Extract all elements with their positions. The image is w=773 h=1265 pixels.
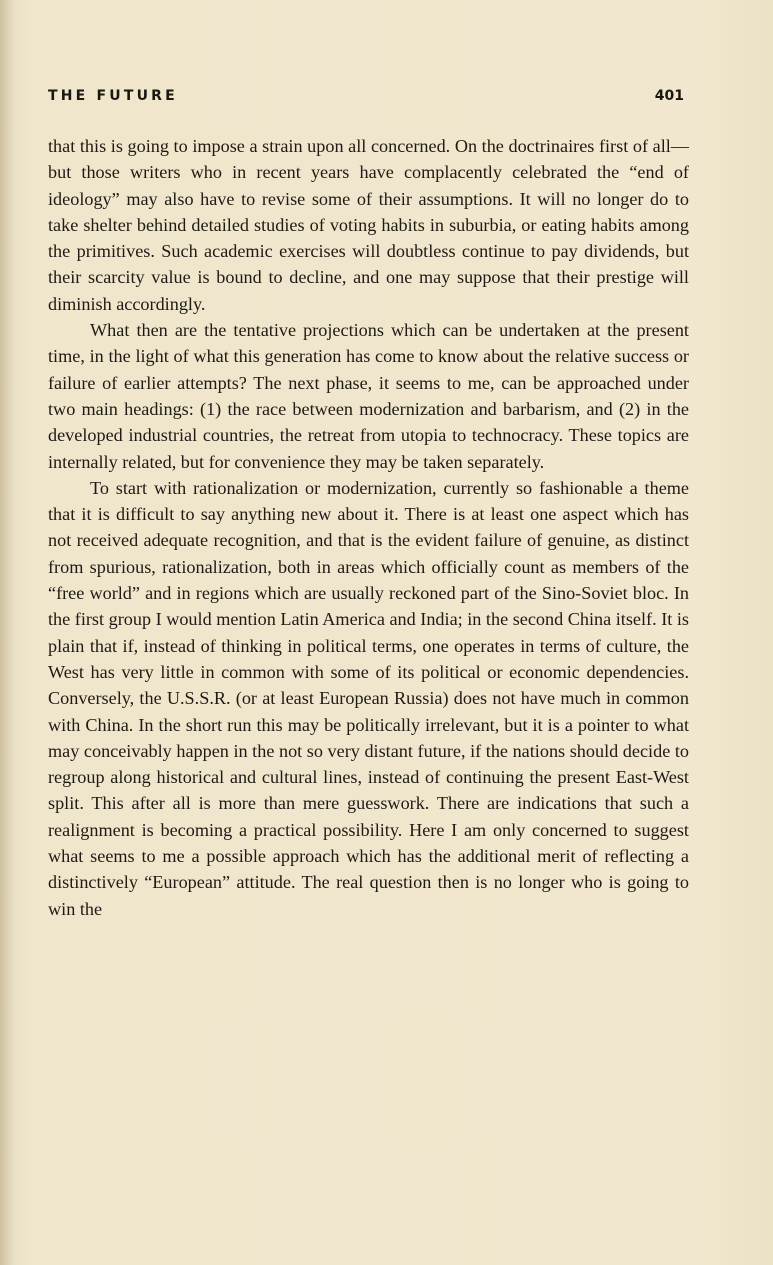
spine-shadow [0,0,14,1265]
body-text [48,133,689,922]
running-head [48,88,690,110]
paragraph-1: that this is going to impose a strain upon all concerned. On the doctrinaires first of all—but those writers who in recent years have complacently celebrated the “end of ideology” may also have to revise some of their assumptions. It will no longer do to take shelter behind detailed studies of voting habits in suburbia, or eating habits among the primitives. Such academic exercises will doubtless continue to pay dividends, but their scarcity value is bound to decline, and one may suppose that their prestige will diminish accordingly. [48,136,689,314]
paragraph-2: What then are the tentative projections which can be undertaken at the present time, in the light of what this generation has come to know about the relative success or failure of earlier attempts? The next phase, it seems to me, can be approached under two main headings: (1) the race between modernization and barbarism, and (2) in the developed industrial countries, the retreat from utopia to technocracy. These topics are internally related, but for convenience they may be taken separately. [48,320,689,472]
page-number: 401 [654,88,684,104]
paragraph-3: To start with rationalization or modernization, currently so fashionable a theme that it is difficult to say anything new about it. There is at least one aspect which has not received adequate recognition, and that is the evident failure of genuine, as distinct from spurious, rationalization, both in areas which officially count as members of the “free world” and in regions which are usually reckoned part of the Sino-Soviet bloc. In the first group I would mention Latin America and India; in the second China itself. It is plain that if, instead of thinking in political terms, one operates in terms of culture, the West has very little in common with some of its political or economic dependencies. Conversely, the U.S.S.R. (or at least European Russia) does not have much in common with China. In the short run this may be politically irrelevant, but it is a pointer to what may conceivably happen in the not so very distant future, if the nations should decide to regroup along historical and cultural lines, instead of continuing the present East-West split. This after all is more than mere guesswork. There are indications that such a realignment is becoming a practical possibility. Here I am only concerned to suggest what seems to me a possible approach which has the additional merit of reflecting a distinctively “European” attitude. The real question then is no longer who is going to win the [48,477,689,919]
running-title: THE FUTURE [48,88,178,104]
